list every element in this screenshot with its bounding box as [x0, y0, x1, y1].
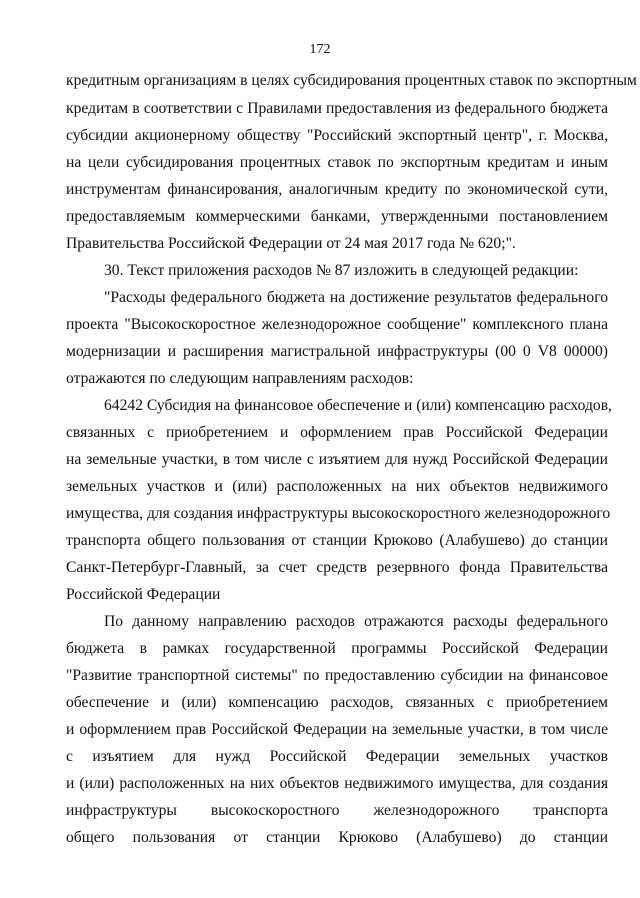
text-line: инструментам финансирования, аналогичным кредиту по экономической сути,: [66, 181, 608, 198]
text-line: Правительства Российской Федерации от 24 мая 2017 года № 620;".: [66, 235, 516, 252]
text-line: земельных участков и (или) расположенных на них объектов недвижимого: [66, 478, 608, 495]
text-line: "Расходы федерального бюджета на достижение результатов федерального: [104, 289, 608, 306]
text-line: общего пользования от станции Крюково (Алабушево) до станции: [66, 829, 608, 846]
text-line: и оформлением прав Российской Федерации на земельные участки, в том числе: [66, 721, 608, 738]
text-line: на цели субсидирования процентных ставок по экспортным кредитам и иным: [66, 154, 608, 171]
text-line: субсидии акционерному обществу "Российский экспортный центр", г. Москва,: [66, 127, 608, 144]
text-line: Российской Федерации: [66, 586, 221, 603]
text-line: инфраструктуры высокоскоростного железнодорожного транспорта: [66, 802, 608, 819]
text-line: обеспечение и (или) компенсацию расходов, связанных с приобретением: [66, 694, 608, 711]
text-line: "Развитие транспортной системы" по предоставлению субсидии на финансовое: [66, 667, 608, 684]
page-number: 172: [309, 42, 331, 57]
text-line: на земельные участки, в том числе с изъятием для нужд Российской Федерации: [66, 451, 608, 468]
text-line: отражаются по следующим направлениям расходов:: [66, 370, 414, 387]
text-line: модернизации и расширения магистральной инфраструктуры (00 0 V8 00000): [66, 343, 608, 360]
text-line: кредитам в соответствии с Правилами предоставления из федерального бюджета: [66, 100, 608, 117]
text-line: имущества, для создания инфраструктуры высокоскоростного железнодорожного: [66, 505, 611, 522]
text-line: проекта "Высокоскоростное железнодорожное сообщение" комплексного плана: [66, 316, 608, 333]
text-line: кредитным организациям в целях субсидирования процентных ставок по экспортным: [66, 72, 637, 89]
text-line: 30. Текст приложения расходов № 87 изложить в следующей редакции:: [104, 262, 579, 279]
text-line: Санкт-Петербург-Главный, за счет средств резервного фонда Правительства: [66, 559, 608, 576]
text-line: По данному направлению расходов отражаются расходы федерального: [104, 613, 608, 630]
text-line: 64242 Субсидия на финансовое обеспечение и (или) компенсацию расходов,: [104, 397, 612, 414]
text-line: связанных с приобретением и оформлением прав Российской Федерации: [66, 424, 608, 441]
text-line: транспорта общего пользования от станции Крюково (Алабушево) до станции: [66, 532, 608, 549]
text-line: предоставляемым коммерческими банками, утвержденными постановлением: [66, 208, 608, 225]
text-line: бюджета в рамках государственной программы Российской Федерации: [66, 640, 608, 657]
text-line: и (или) расположенных на них объектов недвижимого имущества, для создания: [66, 775, 608, 792]
text-line: с изъятием для нужд Российской Федерации земельных участков: [66, 748, 608, 765]
